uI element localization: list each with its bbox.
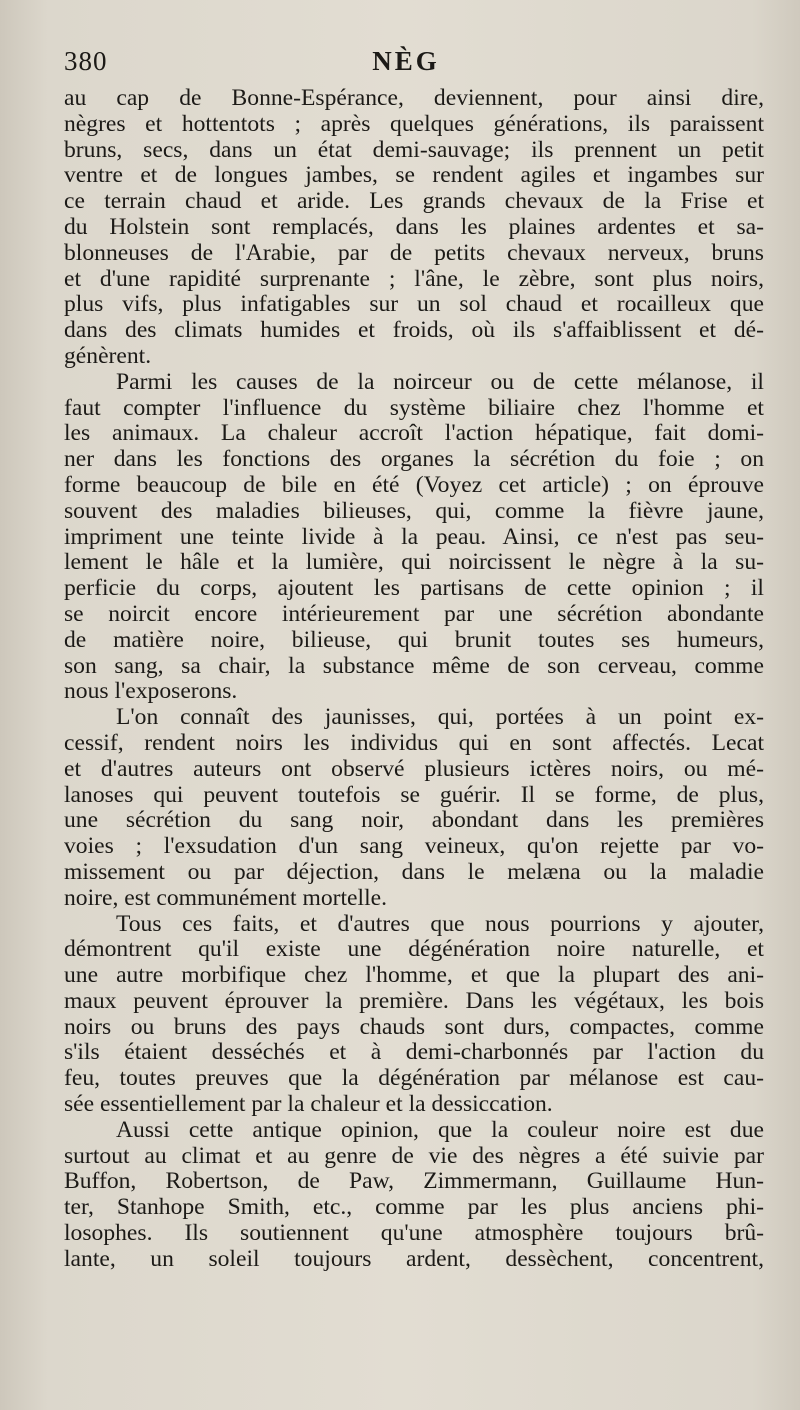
text-line: et d'une rapidité surprenante ; l'âne, le zèbre, sont plus noirs, xyxy=(64,266,764,292)
text-line: et d'autres auteurs ont observé plusieurs ictères noirs, ou mé- xyxy=(64,756,764,782)
text-line: Buffon, Robertson, de Paw, Zimmermann, Guillaume Hun- xyxy=(64,1169,764,1195)
body-text xyxy=(64,86,764,1273)
text-line: génèrent. xyxy=(64,343,152,369)
text-line: losophes. Ils soutiennent qu'une atmosphère toujours brû- xyxy=(64,1221,764,1247)
text-line: nous l'exposerons. xyxy=(64,679,238,705)
text-line: dans des climats humides et froids, où ils s'affaiblissent et dé- xyxy=(64,318,764,344)
text-line: Tous ces faits, et d'autres que nous pourrions y ajouter, xyxy=(116,911,764,937)
text-line: souvent des maladies bilieuses, qui, comme la fièvre jaune, xyxy=(64,498,764,524)
running-head: NÈG xyxy=(372,46,440,76)
page-number: 380 xyxy=(64,46,108,76)
text-line: lanoses qui peuvent toutefois se guérir. Il se forme, de plus, xyxy=(64,782,764,808)
text-line: noirs ou bruns des pays chauds sont durs, compactes, comme xyxy=(64,1014,764,1040)
text-line: s'ils étaient desséchés et à demi-charbonnés par l'action du xyxy=(64,1040,764,1066)
text-line: du Holstein sont remplacés, dans les plaines ardentes et sa- xyxy=(64,214,764,240)
page-header xyxy=(64,46,748,82)
text-line: L'on connaît des jaunisses, qui, portées à un point ex- xyxy=(116,705,764,731)
text-line: ventre et de longues jambes, se rendent agiles et ingambes sur xyxy=(64,163,764,189)
text-line: de matière noire, bilieuse, qui brunit toutes ses humeurs, xyxy=(64,627,764,653)
text-line: démontrent qu'il existe une dégénération noire naturelle, et xyxy=(64,937,764,963)
text-line: ter, Stanhope Smith, etc., comme par les plus anciens phi- xyxy=(64,1195,764,1221)
text-line: faut compter l'influence du système biliaire chez l'homme et xyxy=(64,395,764,421)
text-line: son sang, sa chair, la substance même de son cerveau, comme xyxy=(64,653,764,679)
text-line: surtout au climat et au genre de vie des nègres a été suivie par xyxy=(64,1143,764,1169)
text-line: forme beaucoup de bile en été (Voyez cet article) ; on éprouve xyxy=(64,472,764,498)
text-line: maux peuvent éprouver la première. Dans les végétaux, les bois xyxy=(64,988,764,1014)
text-line: blonneuses de l'Arabie, par de petits chevaux nerveux, bruns xyxy=(64,240,764,266)
text-line: Parmi les causes de la noirceur ou de cette mélanose, il xyxy=(116,369,764,395)
text-line: noire, est communément mortelle. xyxy=(64,885,388,911)
text-line: les animaux. La chaleur accroît l'action hépatique, fait domi- xyxy=(64,421,764,447)
text-line: sée essentiellement par la chaleur et la dessiccation. xyxy=(64,1092,553,1118)
text-line: nègres et hottentots ; après quelques générations, ils paraissent xyxy=(64,111,764,137)
text-line: au cap de Bonne-Espérance, deviennent, pour ainsi dire, xyxy=(64,86,764,111)
text-line: Aussi cette antique opinion, que la couleur noire est due xyxy=(116,1117,764,1143)
text-line: une autre morbifique chez l'homme, et que la plupart des ani- xyxy=(64,963,764,989)
text-line: plus vifs, plus infatigables sur un sol chaud et rocailleux que xyxy=(64,292,764,318)
text-line: voies ; l'exsudation d'un sang veineux, qu'on rejette par vo- xyxy=(64,834,764,860)
text-line: feu, toutes preuves que la dégénération par mélanose est cau- xyxy=(64,1066,764,1092)
text-line: se noircit encore intérieurement par une sécrétion abondante xyxy=(64,601,764,627)
text-line: cessif, rendent noirs les individus qui en sont affectés. Lecat xyxy=(64,730,764,756)
text-line: lante, un soleil toujours ardent, dessèchent, concentrent, xyxy=(64,1246,764,1272)
text-line: impriment une teinte livide à la peau. Ainsi, ce n'est pas seu- xyxy=(64,524,764,550)
text-line: bruns, secs, dans un état demi-sauvage; ils prennent un petit xyxy=(64,137,764,163)
text-line: une sécrétion du sang noir, abondant dans les premières xyxy=(64,808,764,834)
text-line: ce terrain chaud et aride. Les grands chevaux de la Frise et xyxy=(64,189,764,215)
text-line: lement le hâle et la lumière, qui noircissent le nègre à la su- xyxy=(64,550,764,576)
text-line: missement ou par déjection, dans le melæna ou la maladie xyxy=(64,859,764,885)
text-line: perficie du corps, ajoutent les partisans de cette opinion ; il xyxy=(64,576,764,602)
text-line: ner dans les fonctions des organes la sécrétion du foie ; on xyxy=(64,447,764,473)
